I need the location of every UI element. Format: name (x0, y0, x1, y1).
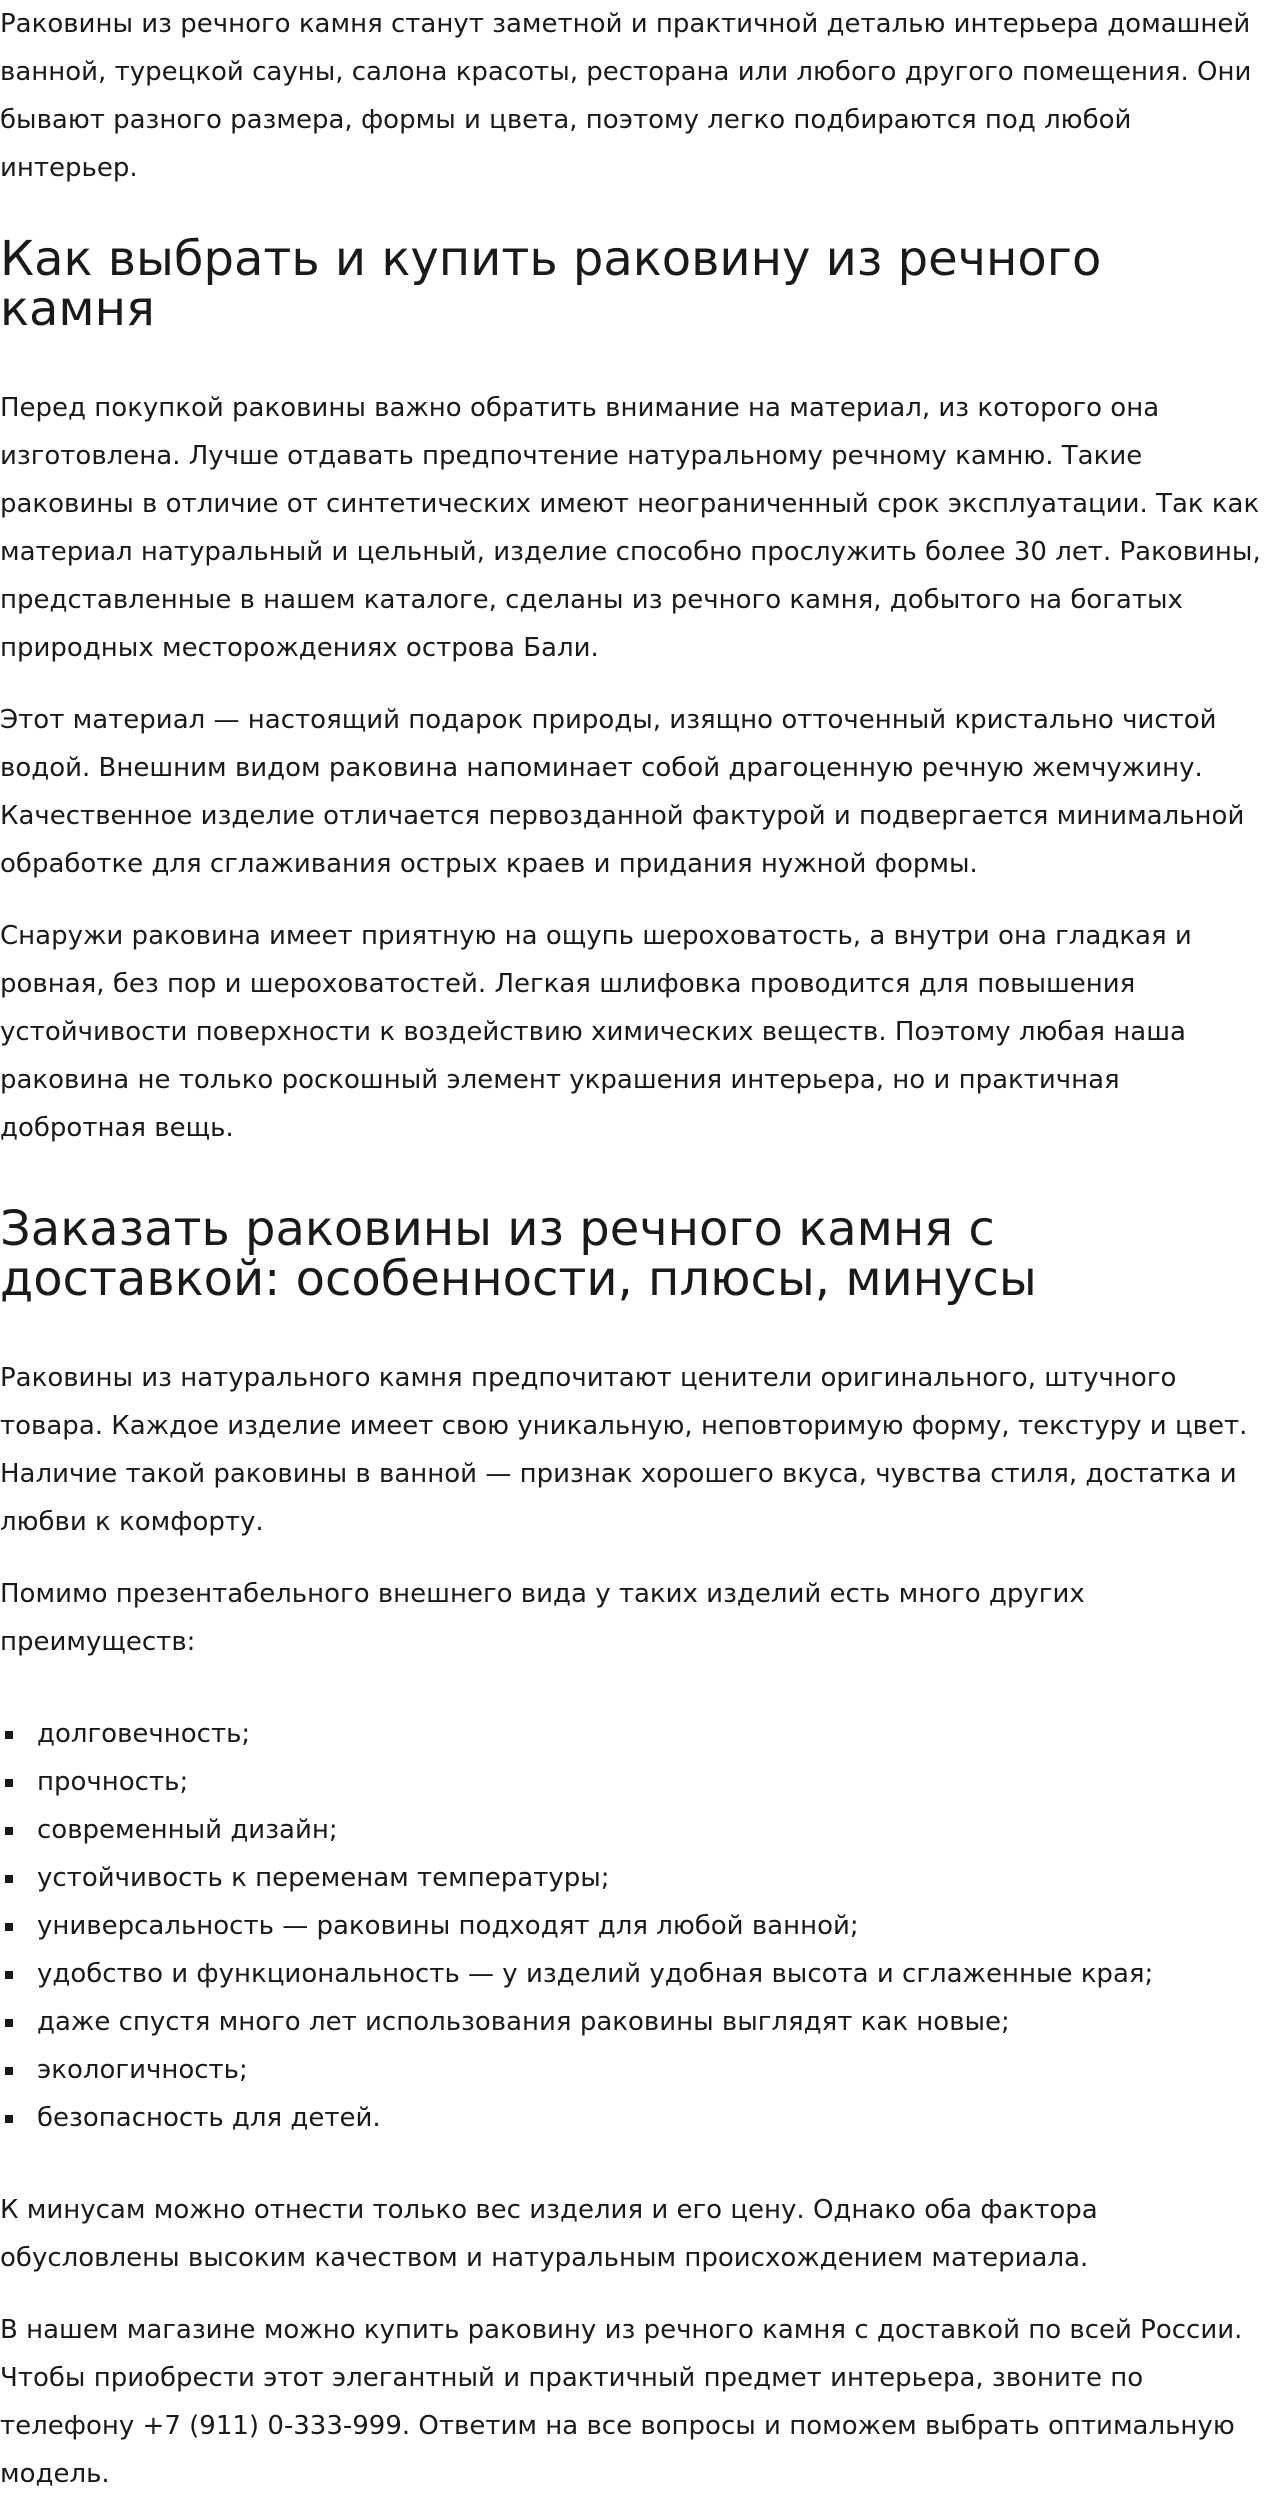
contact-paragraph: В нашем магазине можно купить раковину из речного камня с доставкой по всей России. Чтобы приобрести этот элегантный и практичный предмет интерьера, звоните по телефону +7 (911) 0-333-999. Ответим на все вопросы и поможем выбрать оптимальную модель. (0, 2315, 1243, 2489)
paragraph: Снаружи раковина имеет приятную на ощупь шероховатость, а внутри она гладкая и ровная, без пор и шероховатостей. Легкая шлифовка проводится для повышения устойчивости поверхности к воздействию химических веществ. Поэтому любая наша раковина не только роскошный элемент украшения интерьера, но и практичная добротная вещь. (0, 921, 1192, 1143)
list-item: прочность; (0, 1758, 1270, 1806)
paragraph: К минусам можно отнести только вес изделия и его цену. Однако оба фактора обусловлены высоким качеством и натуральным происхождением материала. (0, 2195, 1098, 2273)
advantages-list (0, 1710, 1270, 2142)
section-heading-choose: Как выбрать и купить раковину из речного камня (0, 231, 1102, 337)
list-item: универсальность — раковины подходят для любой ванной; (0, 1902, 1270, 1950)
paragraph: Этот материал — настоящий подарок природы, изящно отточенный кристально чистой водой. Внешним видом раковина напоминает собой драгоценную речную жемчужину. Качественное изделие отличается первозданной фактурой и подвергается минимальной обработке для сглаживания острых краев и придания нужной формы. (0, 705, 1245, 879)
intro-paragraph: Раковины из речного камня станут заметной и практичной деталью интерьера домашней ванной, турецкой сауны, салона красоты, ресторана или любого другого помещения. Они бывают разного размера, формы и цвета, поэтому легко подбираются под любой интерьер. (0, 9, 1252, 183)
paragraph: Раковины из натурального камня предпочитают ценители оригинального, штучного товара. Каждое изделие имеет свою уникальную, неповторимую форму, текстуру и цвет. Наличие такой раковины в ванной — признак хорошего вкуса, чувства стиля, достатка и любви к комфорту. (0, 1363, 1248, 1537)
list-item: современный дизайн; (0, 1806, 1270, 1854)
list-item: долговечность; (0, 1710, 1270, 1758)
paragraph: Помимо презентабельного внешнего вида у таких изделий есть много других преимуществ: (0, 1579, 1085, 1657)
paragraph: Перед покупкой раковины важно обратить внимание на материал, из которого она изготовлена. Лучше отдавать предпочтение натуральному речному камню. Такие раковины в отличие от синтетических имеют неограниченный срок эксплуатации. Так как материал натуральный и цельный, изделие способно прослужить более 30 лет. Раковины, представленные в нашем каталоге, сделаны из речного камня, добытого на богатых природных месторождениях острова Бали. (0, 393, 1261, 663)
list-item: безопасность для детей. (0, 2094, 1270, 2142)
list-item: экологичность; (0, 2046, 1270, 2094)
list-item: удобство и функциональность — у изделий удобная высота и сглаженные края; (0, 1950, 1270, 1998)
list-item: даже спустя много лет использования раковины выглядят как новые; (0, 1998, 1270, 2046)
list-item: устойчивость к переменам температуры; (0, 1854, 1270, 1902)
section-heading-order: Заказать раковины из речного камня с доставкой: особенности, плюсы, минусы (0, 1201, 1037, 1307)
